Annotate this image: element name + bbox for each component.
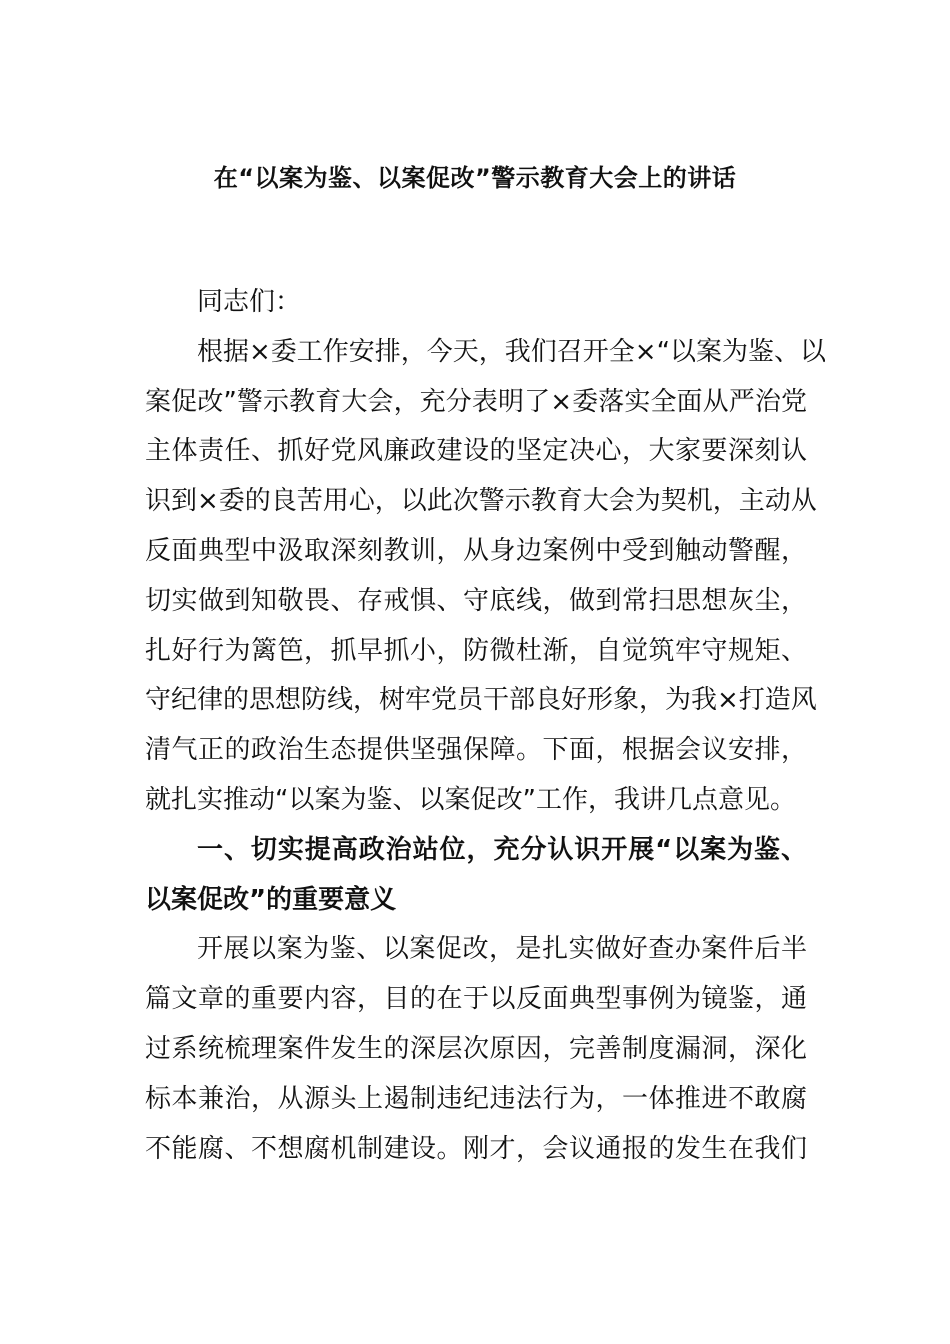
paragraph-line: 标本兼治，从源头上遏制违纪违法行为，一体推进不敢腐	[145, 1083, 807, 1114]
paragraph-line: 过系统梳理案件发生的深层次原因，完善制度漏洞，深化	[145, 1033, 807, 1064]
paragraph-line: 根据×委工作安排，今天，我们召开全×“以案为鉴、以	[197, 336, 827, 367]
paragraph-line: 就扎实推动“以案为鉴、以案促改”工作，我讲几点意见。	[145, 784, 796, 815]
paragraph-line: 篇文章的重要内容，目的在于以反面典型事例为镜鉴，通	[145, 984, 807, 1015]
paragraph-line: 案促改”警示教育大会，充分表明了×委落实全面从严治党	[145, 386, 807, 417]
paragraph-line: 切实做到知敬畏、存戒惧、守底线，做到常扫思想灰尘，	[145, 585, 807, 616]
paragraph-line: 反面典型中汲取深刻教训，从身边案例中受到触动警醒，	[145, 535, 807, 566]
paragraph-line: 开展以案为鉴、以案促改，是扎实做好查办案件后半	[197, 934, 807, 965]
paragraph-line: 识到×委的良苦用心，以此次警示教育大会为契机，主动从	[145, 486, 817, 517]
paragraph-line: 守纪律的思想防线，树牢党员干部良好形象，为我×打造风	[145, 685, 817, 716]
document-title: 在“以案为鉴、以案促改”警示教育大会上的讲话	[213, 164, 737, 192]
document-body	[145, 278, 827, 1174]
paragraph-line: 主体责任、抓好党风廉政建设的坚定决心，大家要深刻认	[145, 436, 807, 467]
paragraph-line: 扎好行为篱笆，抓早抓小，防微杜渐，自觉筑牢守规矩、	[145, 635, 807, 666]
paragraph-line: 不能腐、不想腐机制建设。刚才，会议通报的发生在我们	[145, 1133, 807, 1164]
section-heading-line: 以案促改”的重要意义	[145, 884, 397, 915]
section-heading-line: 一、切实提高政治站位，充分认识开展“以案为鉴、	[197, 834, 807, 865]
paragraph-line: 同志们：	[197, 287, 302, 317]
paragraph-line: 清气正的政治生态提供坚强保障。下面，根据会议安排，	[145, 735, 807, 766]
